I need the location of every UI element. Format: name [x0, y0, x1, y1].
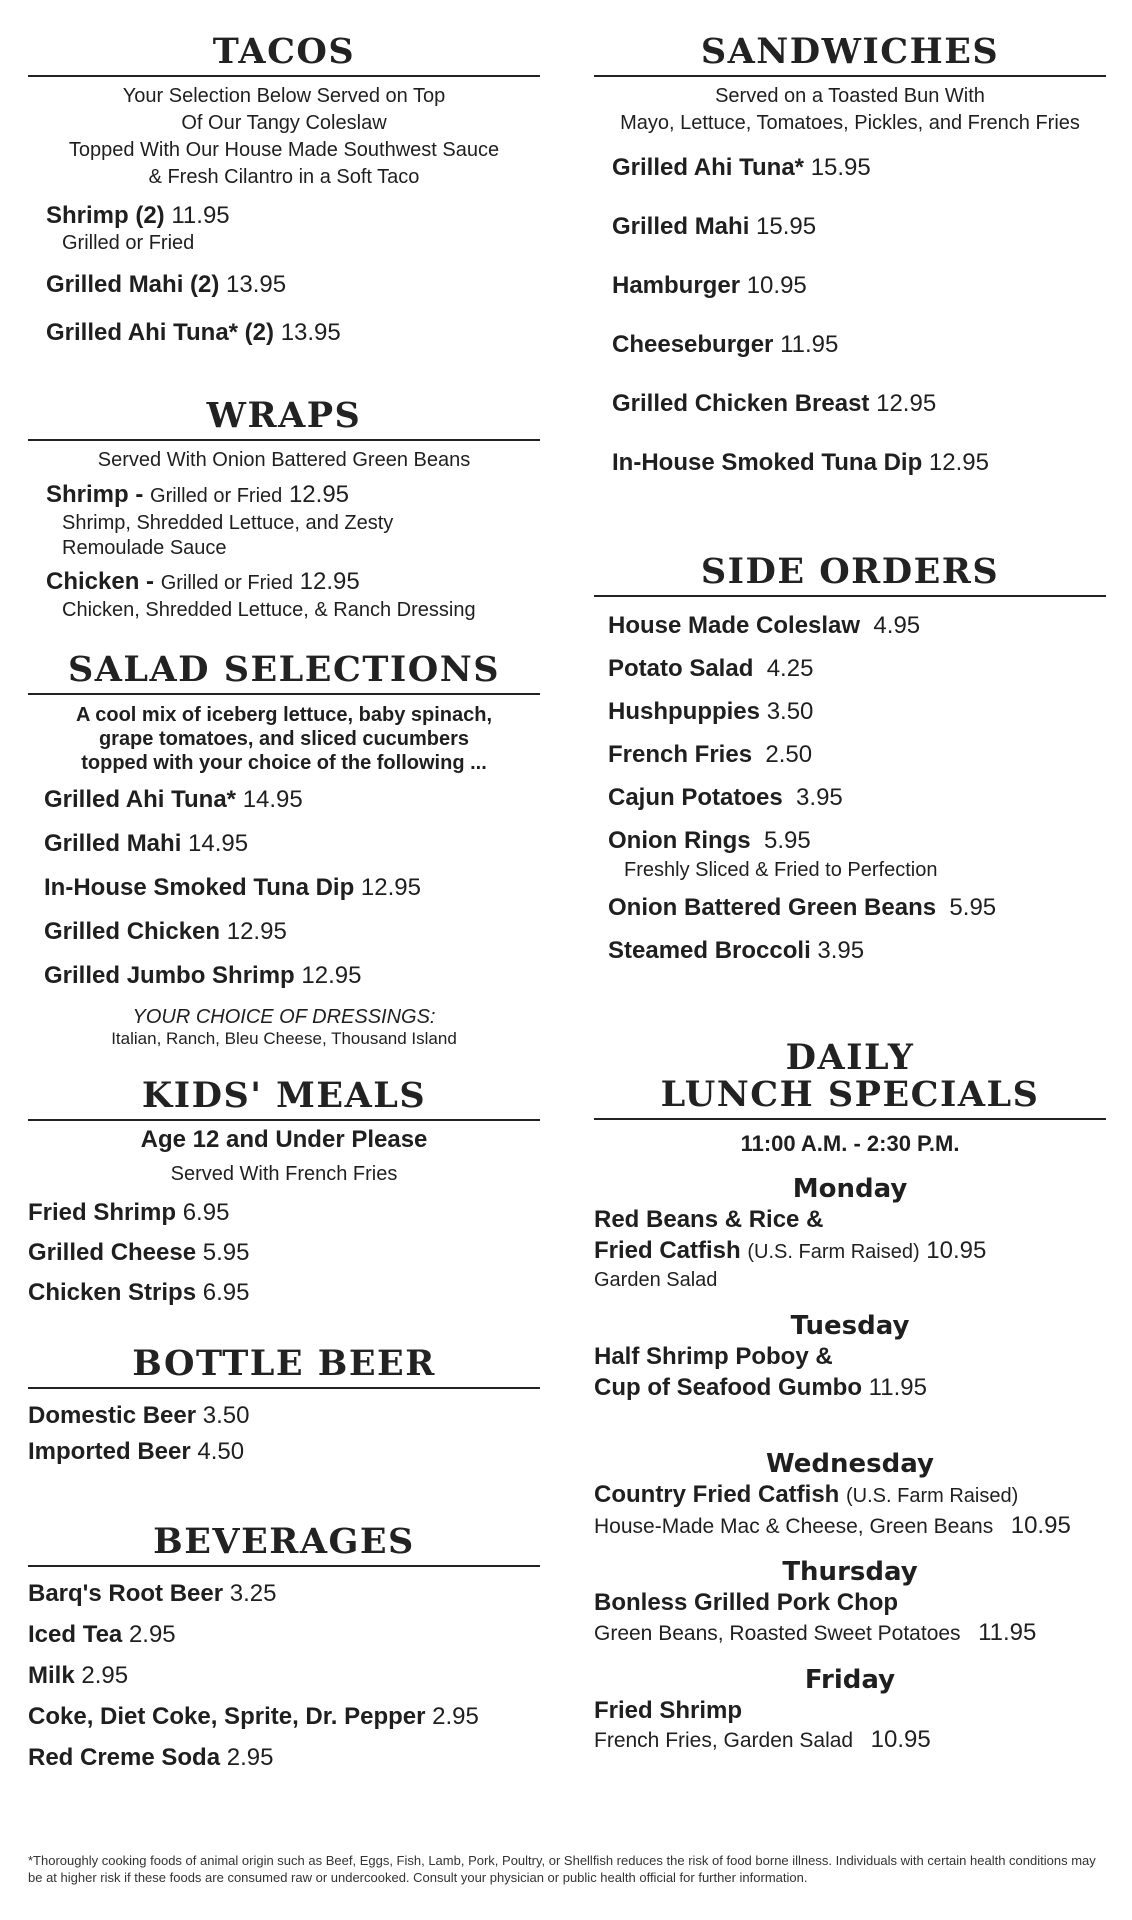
menu-item: Chicken Strips 6.95 [28, 1279, 250, 1306]
wraps-section: WRAPS Served With Onion Battered Green Beans Shrimp - Grilled or Fried 12.95 Shrimp, Shredded Lettuce, and Zesty Remoulade Sauce Chicken - Grilled or Fried 12.95 Chicken, Shredded Lettuce, & Ranch Dressing [28, 398, 540, 623]
section-description: A cool mix of iceberg lettuce, baby spinach, grape tomatoes, and sliced cucumbers topped with your choice of the following ... [75, 704, 493, 774]
day-heading: Wednesday [766, 1449, 934, 1479]
menu-item: Hamburger 10.95 [612, 272, 807, 299]
menu-item: Hushpuppies 3.50 [608, 698, 814, 725]
item-note: Grilled or Fried [62, 232, 195, 254]
lunch-hours: 11:00 A.M. - 2:30 P.M. [740, 1131, 960, 1156]
section-description: Served on a Toasted Bun With Mayo, Lettuce, Tomatoes, Pickles, and French Fries [620, 85, 1080, 134]
section-title-line2: LUNCH SPECIALS [660, 1074, 1040, 1115]
menu-item: Grilled Cheese 5.95 [28, 1239, 250, 1266]
dressing-list: Italian, Ranch, Bleu Cheese, Thousand Island [111, 1029, 457, 1048]
divider [28, 75, 540, 77]
divider [28, 693, 540, 695]
menu-item: House Made Coleslaw 4.95 [608, 612, 921, 639]
section-description: Your Selection Below Served on Top Of Our Tangy Coleslaw Topped With Our House Made Southwest Sauce & Fresh Cilantro in a Soft Taco [68, 85, 500, 188]
menu-item: Cajun Potatoes 3.95 [608, 784, 843, 811]
menu-item: In-House Smoked Tuna Dip 12.95 [44, 874, 421, 901]
menu-item: In-House Smoked Tuna Dip 12.95 [612, 449, 989, 476]
day-heading: Tuesday [790, 1311, 910, 1341]
dressing-heading: YOUR CHOICE OF DRESSINGS: [132, 1006, 436, 1028]
divider [594, 595, 1106, 597]
special-line: Red Beans & Rice & [594, 1206, 824, 1233]
divider [28, 1565, 540, 1567]
special-note: Green Beans, Roasted Sweet Potatoes 11.95 [594, 1619, 1037, 1646]
section-title: SIDE ORDERS [700, 551, 1000, 592]
menu-item: Onion Battered Green Beans 5.95 [608, 894, 997, 921]
menu-item: Milk 2.95 [28, 1662, 129, 1689]
tacos-section [28, 31, 540, 348]
menu-item: Grilled Mahi 14.95 [44, 830, 249, 857]
lunch-specials-section [594, 1037, 1106, 1755]
sides-section [594, 551, 1106, 966]
day-heading: Monday [792, 1174, 908, 1204]
menu-item: Shrimp - Grilled or Fried 12.95 [46, 481, 350, 508]
divider [594, 75, 1106, 77]
section-title-line1: DAILY [785, 1037, 915, 1078]
menu-item: Iced Tea 2.95 [28, 1621, 176, 1648]
special-note: Garden Salad [594, 1269, 718, 1291]
menu-item: Domestic Beer 3.50 [28, 1402, 250, 1429]
item-note: Freshly Sliced & Fried to Perfection [624, 859, 938, 881]
beverages-section [28, 1521, 540, 1773]
sandwiches-section [594, 31, 1106, 478]
menu-item: Grilled Mahi (2) 13.95 [46, 271, 287, 298]
menu-item: Shrimp (2) 11.95 [46, 202, 230, 229]
divider [28, 439, 540, 441]
menu-item: Coke, Diet Coke, Sprite, Dr. Pepper 2.95 [28, 1703, 479, 1730]
menu-item: Chicken - Grilled or Fried 12.95 [46, 568, 360, 595]
menu-item: French Fries 2.50 [608, 741, 813, 768]
section-title: KIDS' MEALS [141, 1075, 427, 1116]
menu-item: Red Creme Soda 2.95 [28, 1744, 274, 1771]
menu-item: Barq's Root Beer 3.25 [28, 1580, 277, 1607]
menu-item: Cheeseburger 11.95 [612, 331, 839, 358]
age-note: Age 12 and Under Please [140, 1126, 428, 1153]
special-note: House-Made Mac & Cheese, Green Beans 10.95 [594, 1512, 1071, 1539]
menu-item: Grilled Chicken 12.95 [44, 918, 287, 945]
menu-item: Grilled Ahi Tuna* (2) 13.95 [46, 319, 341, 346]
footnote: *Thoroughly cooking foods of animal origin such as Beef, Eggs, Fish, Lamb, Pork, Poultry, or Shellfish reduces the risk of food borne illness. Individuals with certain health conditions may be at higher risk if these foods are consumed raw or undercooked. Consult your physician or public health official for further information. [28, 1853, 1096, 1885]
salad-section [28, 649, 540, 1049]
special-line: Country Fried Catfish (U.S. Farm Raised) [594, 1481, 1019, 1508]
special-line: Fried Shrimp [594, 1697, 743, 1724]
menu-item: Grilled Jumbo Shrimp 12.95 [44, 962, 362, 989]
special-note: French Fries, Garden Salad 10.95 [594, 1726, 931, 1753]
kids-section [28, 1075, 540, 1308]
section-title: SANDWICHES [700, 31, 1000, 72]
special-line: Fried Catfish (U.S. Farm Raised) 10.95 [594, 1237, 987, 1264]
menu-item: Onion Rings 5.95 [608, 827, 811, 854]
divider [28, 1119, 540, 1121]
beer-section [28, 1343, 540, 1467]
menu-item: Grilled Chicken Breast 12.95 [612, 390, 937, 417]
menu-item: Steamed Broccoli 3.95 [608, 937, 865, 964]
menu-item: Fried Shrimp 6.95 [28, 1199, 230, 1226]
special-line: Bonless Grilled Pork Chop [594, 1589, 899, 1616]
menu-item: Grilled Ahi Tuna* 15.95 [612, 154, 871, 181]
menu-item: Imported Beer 4.50 [28, 1438, 245, 1465]
section-title: BEVERAGES [153, 1521, 415, 1562]
section-title: TACOS [212, 31, 356, 72]
divider [594, 1118, 1106, 1120]
menu-item: Grilled Mahi 15.95 [612, 213, 817, 240]
day-heading: Friday [804, 1665, 896, 1695]
section-title: BOTTLE BEER [132, 1343, 436, 1384]
special-line: Half Shrimp Poboy & [594, 1343, 833, 1370]
day-heading: Thursday [782, 1557, 918, 1587]
section-title: WRAPS [206, 395, 362, 436]
menu-item: Potato Salad 4.25 [608, 655, 814, 682]
section-description: Served With French Fries [170, 1163, 398, 1185]
menu-item: Grilled Ahi Tuna* 14.95 [44, 786, 303, 813]
section-title: SALAD SELECTIONS [67, 649, 500, 690]
special-line: Cup of Seafood Gumbo 11.95 [594, 1374, 927, 1401]
section-description: Served With Onion Battered Green Beans [97, 449, 471, 471]
divider [28, 1387, 540, 1389]
